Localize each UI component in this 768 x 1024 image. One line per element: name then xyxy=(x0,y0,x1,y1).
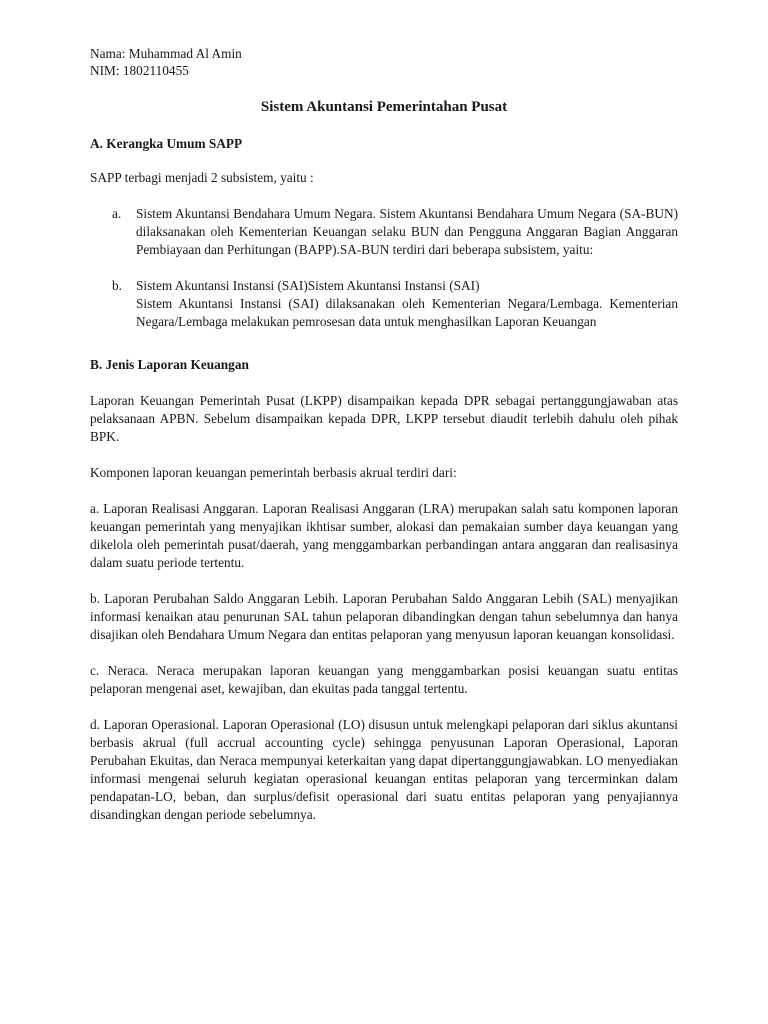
paragraph: c. Neraca. Neraca merupakan laporan keuangan yang menggambarkan posisi keuangan suatu entitas pelaporan mengenai aset, kewajiban, dan ekuitas pada tanggal tertentu. xyxy=(90,663,678,696)
document-title: Sistem Akuntansi Pemerintahan Pusat xyxy=(260,99,508,115)
list-item xyxy=(90,205,678,259)
list-item-text: Sistem Akuntansi Bendahara Umum Negara. Sistem Akuntansi Bendahara Umum Negara (SA-BUN) dilaksanakan oleh Kementerian Keuangan selaku BUN dan Pengguna Anggaran Bagian Anggaran Pembiayaan dan Perhitungan (BAPP).SA-BUN terdiri dari beberapa subsistem, yaitu: xyxy=(136,206,678,257)
section-a-intro: SAPP terbagi menjadi 2 subsistem, yaitu : xyxy=(90,170,314,185)
paragraph: Laporan Keuangan Pemerintah Pusat (LKPP) disampaikan kepada DPR sebagai pertanggungjawaban atas pelaksanaan APBN. Sebelum disampaikan kepada DPR, LKPP tersebut diaudit terlebih dahulu oleh pihak BPK. xyxy=(90,393,678,444)
paragraph: b. Laporan Perubahan Saldo Anggaran Lebih. Laporan Perubahan Saldo Anggaran Lebih (SAL) menyajikan informasi kenaikan atau penurunan SAL tahun pelaporan dibandingkan dengan tahun sebelumnya dan hanya disajikan oleh Bendahara Umum Negara dan entitas pelaporan yang menyusun laporan keuangan konsolidasi. xyxy=(90,591,678,642)
document-body xyxy=(90,45,678,824)
paragraph: Komponen laporan keuangan pemerintah berbasis akrual terdiri dari: xyxy=(90,465,457,480)
section-b-heading: B. Jenis Laporan Keuangan xyxy=(90,357,249,372)
list-marker: a. xyxy=(112,206,122,221)
student-name: Nama: Muhammad Al Amin xyxy=(90,46,242,61)
list-marker: b. xyxy=(112,278,122,293)
list-item-text: Sistem Akuntansi Instansi (SAI) dilaksanakan oleh Kementerian Negara/Lembaga. Kementerian Negara/Lembaga melakukan pemrosesan data untuk menghasilkan Laporan Keuangan xyxy=(136,296,678,329)
section-a-heading: A. Kerangka Umum SAPP xyxy=(90,136,243,151)
list-item xyxy=(90,277,678,331)
paragraph: d. Laporan Operasional. Laporan Operasional (LO) disusun untuk melengkapi pelaporan dari siklus akuntansi berbasis akrual (full accrual accounting cycle) sehingga penyusunan Laporan Operasional, Laporan Perubahan Ekuitas, dan Neraca mempunyai keterkaitan yang dapat dipertanggungjawabkan. LO menyediakan informasi mengenai seluruh kegiatan operasional keuangan entitas pelaporan yang tercerminkan dalam pendapatan-LO, beban, dan surplus/defisit operasional dari suatu entitas pelaporan yang penyajiannya disandingkan dengan periode sebelumnya. xyxy=(90,717,678,822)
list-item-title: Sistem Akuntansi Instansi (SAI)Sistem Akuntansi Instansi (SAI) xyxy=(136,278,480,293)
student-nim: NIM: 1802110455 xyxy=(90,63,189,78)
paragraph: a. Laporan Realisasi Anggaran. Laporan Realisasi Anggaran (LRA) merupakan salah satu komponen laporan keuangan pemerintah yang menyajikan ikhtisar sumber, alokasi dan pemakaian sumber daya keuangan yang dikelola oleh pemerintah pusat/daerah, yang menggambarkan perbandingan antara anggaran dan realisasinya dalam suatu periode tertentu. xyxy=(90,501,678,570)
subsystem-list xyxy=(90,205,678,331)
